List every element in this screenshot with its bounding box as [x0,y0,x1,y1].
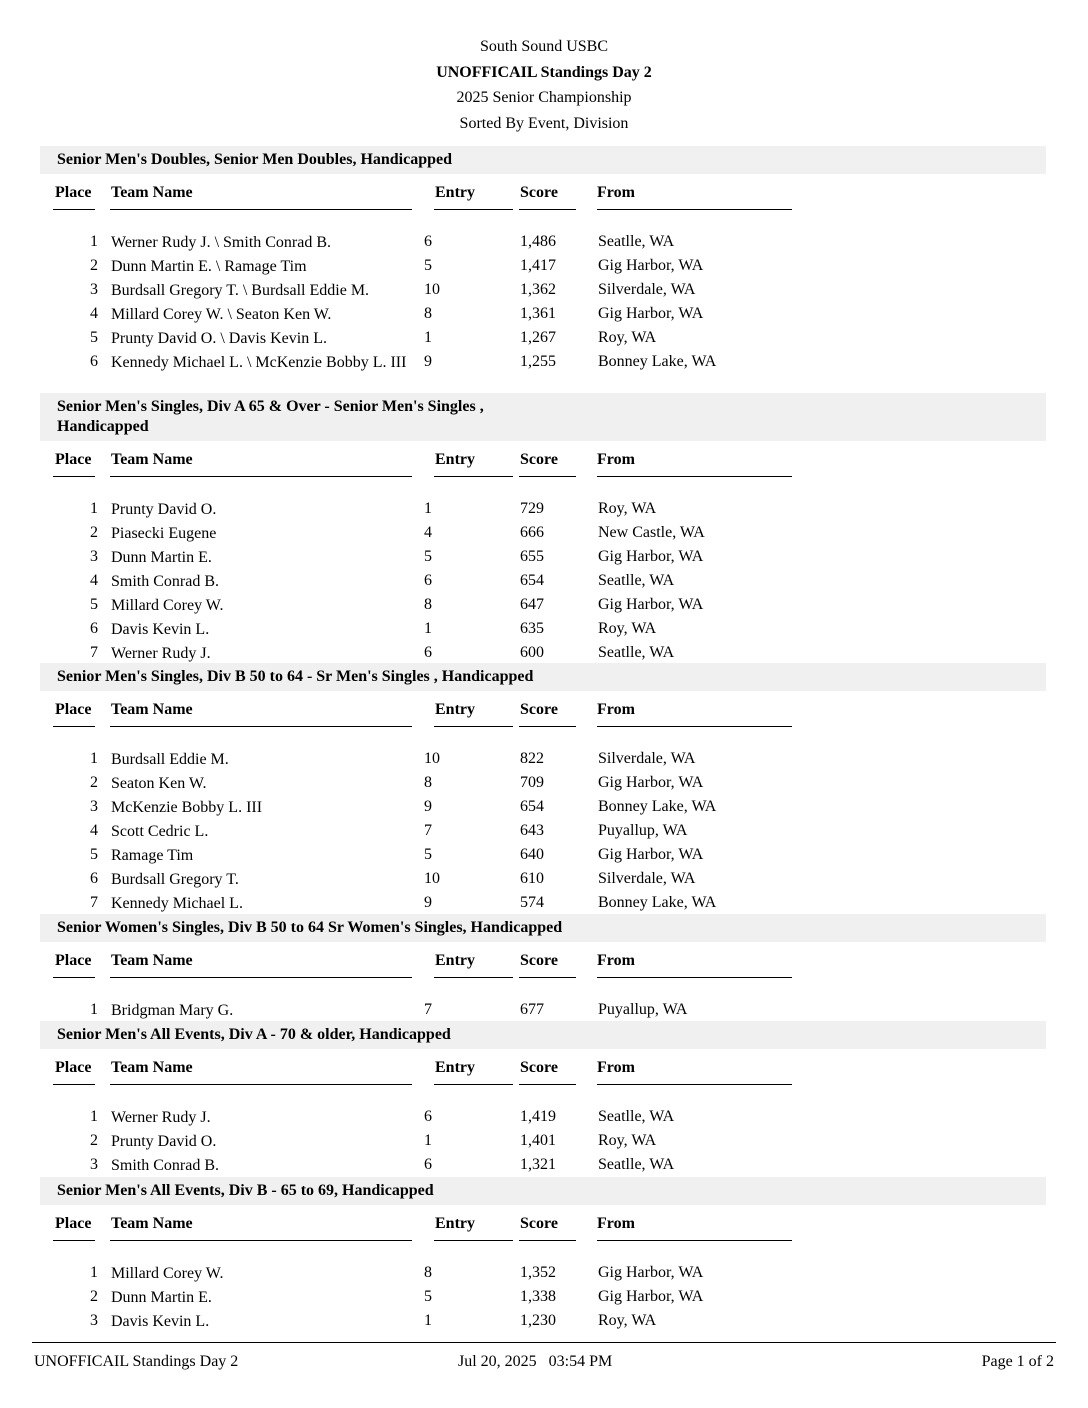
section-title: Senior Men's All Events, Div A - 70 & older, Handicapped [40,1021,1046,1049]
team-name-cell: Burdsall Gregory T. [111,871,239,888]
column-header-entry: Entry [435,184,475,201]
from-cell: Silverdale, WA [598,750,696,767]
standings-rows [40,998,1046,1022]
place-cell: 2 [90,257,98,274]
column-header-team-name: Team Name [111,184,193,201]
from-cell: Seatlle, WA [598,1156,675,1173]
entry-cell: 10 [424,750,440,767]
table-row [40,998,1046,1022]
entry-cell: 6 [424,572,432,589]
column-underline [519,1240,576,1241]
column-underline [597,1240,792,1241]
column-header-entry: Entry [435,701,475,718]
section-title: Senior Men's Singles, Div B 50 to 64 - Sr Men's Singles , Handicapped [40,663,1046,691]
score-cell: 1,338 [520,1288,556,1305]
table-row [40,326,1046,350]
column-header-row [40,942,1046,982]
column-underline [597,1084,792,1085]
column-header-row [40,174,1046,214]
column-header-team-name: Team Name [111,701,193,718]
table-row [40,278,1046,302]
column-underline [53,1084,95,1085]
column-underline [519,209,576,210]
from-cell: Gig Harbor, WA [598,596,704,613]
team-name-cell: Scott Cedric L. [111,823,209,840]
table-row [40,867,1046,891]
place-cell: 1 [90,1108,98,1125]
score-cell: 1,361 [520,305,556,322]
team-name-cell: Millard Corey W. [111,597,224,614]
org-name: South Sound USBC [479,38,609,55]
column-header-team-name: Team Name [111,1059,193,1076]
entry-cell: 9 [424,894,432,911]
column-header-entry: Entry [435,1215,475,1232]
from-cell: Roy, WA [598,1132,657,1149]
column-header-from: From [597,184,635,201]
entry-cell: 1 [424,620,432,637]
table-row [40,497,1046,521]
score-cell: 1,352 [520,1264,556,1281]
standings-rows [40,1105,1046,1177]
entry-cell: 6 [424,233,432,250]
place-cell: 3 [90,281,98,298]
team-name-cell: Smith Conrad B. [111,1157,220,1174]
column-header-row [40,1049,1046,1089]
team-name-cell: Seaton Ken W. [111,775,207,792]
place-cell: 1 [90,1001,98,1018]
section-title: Senior Men's Singles, Div A 65 & Over - Senior Men's Singles , Handicapped [57,398,484,435]
from-cell: Gig Harbor, WA [598,1288,704,1305]
team-name-cell: Smith Conrad B. [111,573,220,590]
score-cell: 1,255 [520,353,556,370]
place-cell: 1 [90,750,98,767]
entry-cell: 10 [424,870,440,887]
column-underline [53,977,95,978]
standings-rows [40,1261,1046,1333]
column-underline [110,1084,412,1085]
table-row [40,593,1046,617]
place-cell: 5 [90,846,98,863]
table-row [40,819,1046,843]
from-cell: Roy, WA [598,329,657,346]
entry-cell: 7 [424,822,432,839]
score-cell: 1,401 [520,1132,556,1149]
place-cell: 7 [90,644,98,661]
score-cell: 709 [520,774,544,791]
score-cell: 1,417 [520,257,556,274]
from-cell: Gig Harbor, WA [598,1264,704,1281]
column-underline [519,1084,576,1085]
column-underline [597,977,792,978]
table-row [40,1105,1046,1129]
standings-rows [40,230,1046,395]
team-name-cell: Millard Corey W. \ Seaton Ken W. [111,306,332,323]
column-underline [434,476,513,477]
standings-rows [40,497,1046,665]
from-cell: Puyallup, WA [598,1001,688,1018]
column-underline [110,726,412,727]
entry-cell: 8 [424,305,432,322]
column-header-score: Score [520,952,558,969]
score-cell: 677 [520,1001,544,1018]
column-underline [434,726,513,727]
score-cell: 635 [520,620,544,637]
table-row [40,569,1046,593]
score-cell: 654 [520,798,544,815]
place-cell: 2 [90,1132,98,1149]
entry-cell: 5 [424,1288,432,1305]
from-cell: Roy, WA [598,620,657,637]
column-underline [519,977,576,978]
entry-cell: 1 [424,500,432,517]
column-underline [53,1240,95,1241]
table-row [40,795,1046,819]
event-name: 2025 Senior Championship [456,89,632,106]
column-underline [434,977,513,978]
entry-cell: 8 [424,596,432,613]
column-underline [597,209,792,210]
column-underline [434,1240,513,1241]
column-underline [110,209,412,210]
column-header-entry: Entry [435,1059,475,1076]
place-cell: 1 [90,1264,98,1281]
score-cell: 1,419 [520,1108,556,1125]
from-cell: Seatlle, WA [598,233,675,250]
from-cell: Gig Harbor, WA [598,305,704,322]
from-cell: Seatlle, WA [598,1108,675,1125]
entry-cell: 5 [424,548,432,565]
table-row [40,843,1046,867]
entry-cell: 1 [424,1132,432,1149]
score-cell: 654 [520,572,544,589]
team-name-cell: Werner Rudy J. \ Smith Conrad B. [111,234,332,251]
score-cell: 1,486 [520,233,556,250]
standings-section [40,914,1046,1022]
table-row [40,1129,1046,1153]
column-header-from: From [597,1059,635,1076]
team-name-cell: Burdsall Gregory T. \ Burdsall Eddie M. [111,282,370,299]
team-name-cell: Kennedy Michael L. \ McKenzie Bobby L. III [111,354,407,371]
column-header-from: From [597,1215,635,1232]
from-cell: New Castle, WA [598,524,705,541]
place-cell: 4 [90,572,98,589]
entry-cell: 5 [424,846,432,863]
column-header-place: Place [55,184,92,201]
team-name-cell: Davis Kevin L. [111,1313,210,1330]
from-cell: Gig Harbor, WA [598,257,704,274]
column-header-place: Place [55,952,92,969]
column-underline [434,209,513,210]
table-row [40,350,1046,395]
footer-page: Page 1 of 2 [981,1353,1054,1370]
section-title: Senior Men's All Events, Div B - 65 to 69, Handicapped [40,1177,1046,1205]
entry-cell: 7 [424,1001,432,1018]
entry-cell: 8 [424,1264,432,1281]
team-name-cell: Bridgman Mary G. [111,1002,234,1019]
team-name-cell: Dunn Martin E. \ Ramage Tim [111,258,307,275]
entry-cell: 6 [424,1108,432,1125]
footer-date: Jul 20, 2025 03:54 PM [458,1353,613,1370]
column-header-from: From [597,701,635,718]
team-name-cell: Kennedy Michael L. [111,895,243,912]
from-cell: Seatlle, WA [598,572,675,589]
column-header-from: From [597,952,635,969]
column-header-score: Score [520,1059,558,1076]
column-underline [434,1084,513,1085]
from-cell: Gig Harbor, WA [598,548,704,565]
score-cell: 643 [520,822,544,839]
from-cell: Roy, WA [598,500,657,517]
column-underline [597,476,792,477]
standings-section [40,393,1046,665]
table-row [40,747,1046,771]
column-header-score: Score [520,1215,558,1232]
entry-cell: 1 [424,1312,432,1329]
entry-cell: 9 [424,798,432,815]
column-underline [519,726,576,727]
score-cell: 647 [520,596,544,613]
score-cell: 1,230 [520,1312,556,1329]
footer-title: UNOFFICAIL Standings Day 2 [34,1353,239,1370]
place-cell: 6 [90,353,98,370]
column-underline [53,726,95,727]
place-cell: 3 [90,1156,98,1173]
table-row [40,771,1046,795]
table-row [40,302,1046,326]
entry-cell: 8 [424,774,432,791]
score-cell: 655 [520,548,544,565]
column-underline [53,476,95,477]
entry-cell: 9 [424,353,432,370]
place-cell: 1 [90,233,98,250]
column-header-row [40,691,1046,731]
column-header-team-name: Team Name [111,451,193,468]
place-cell: 1 [90,500,98,517]
from-cell: Bonney Lake, WA [598,353,717,370]
table-row [40,641,1046,665]
place-cell: 5 [90,596,98,613]
column-underline [110,1240,412,1241]
table-row [40,521,1046,545]
column-header-score: Score [520,451,558,468]
place-cell: 6 [90,870,98,887]
report-title: UNOFFICAIL Standings Day 2 [436,64,652,81]
score-cell: 1,321 [520,1156,556,1173]
from-cell: Bonney Lake, WA [598,798,717,815]
column-header-row [40,441,1046,481]
from-cell: Seatlle, WA [598,644,675,661]
score-cell: 1,267 [520,329,556,346]
place-cell: 3 [90,548,98,565]
team-name-cell: Millard Corey W. [111,1265,224,1282]
standings-section [40,663,1046,915]
score-cell: 729 [520,500,544,517]
entry-cell: 5 [424,257,432,274]
table-row [40,1153,1046,1177]
column-header-team-name: Team Name [111,952,193,969]
column-underline [597,726,792,727]
from-cell: Silverdale, WA [598,870,696,887]
from-cell: Silverdale, WA [598,281,696,298]
standings-section [40,146,1046,395]
entry-cell: 1 [424,329,432,346]
score-cell: 822 [520,750,544,767]
place-cell: 6 [90,620,98,637]
column-header-score: Score [520,701,558,718]
score-cell: 666 [520,524,544,541]
standings-rows [40,747,1046,915]
column-header-place: Place [55,451,92,468]
section-title: Senior Women's Singles, Div B 50 to 64 Sr Women's Singles, Handicapped [40,914,1046,942]
team-name-cell: Werner Rudy J. [111,645,211,662]
column-header-place: Place [55,1215,92,1232]
table-row [40,1309,1046,1333]
column-header-place: Place [55,1059,92,1076]
standings-section [40,1021,1046,1177]
place-cell: 4 [90,305,98,322]
column-header-entry: Entry [435,451,475,468]
score-cell: 640 [520,846,544,863]
column-underline [53,209,95,210]
score-cell: 574 [520,894,544,911]
sort-note: Sorted By Event, Division [459,115,629,132]
place-cell: 3 [90,798,98,815]
team-name-cell: Prunty David O. [111,1133,217,1150]
standings-section [40,1177,1046,1333]
from-cell: Gig Harbor, WA [598,846,704,863]
column-underline [519,476,576,477]
table-row [40,545,1046,569]
table-row [40,230,1046,254]
from-cell: Gig Harbor, WA [598,774,704,791]
place-cell: 3 [90,1312,98,1329]
team-name-cell: Prunty David O. \ Davis Kevin L. [111,330,327,347]
column-header-place: Place [55,701,92,718]
entry-cell: 4 [424,524,432,541]
team-name-cell: Piasecki Eugene [111,525,217,542]
score-cell: 1,362 [520,281,556,298]
table-row [40,891,1046,915]
from-cell: Bonney Lake, WA [598,894,717,911]
team-name-cell: Werner Rudy J. [111,1109,211,1126]
column-underline [110,977,412,978]
place-cell: 2 [90,1288,98,1305]
table-row [40,254,1046,278]
column-header-team-name: Team Name [111,1215,193,1232]
team-name-cell: Ramage Tim [111,847,194,864]
entry-cell: 6 [424,644,432,661]
place-cell: 7 [90,894,98,911]
from-cell: Roy, WA [598,1312,657,1329]
column-header-from: From [597,451,635,468]
team-name-cell: McKenzie Bobby L. III [111,799,263,816]
place-cell: 2 [90,774,98,791]
section-title: Senior Men's Doubles, Senior Men Doubles, Handicapped [40,146,1046,174]
team-name-cell: Davis Kevin L. [111,621,210,638]
place-cell: 5 [90,329,98,346]
from-cell: Puyallup, WA [598,822,688,839]
score-cell: 610 [520,870,544,887]
table-row [40,617,1046,641]
table-row [40,1261,1046,1285]
team-name-cell: Prunty David O. [111,501,217,518]
column-header-row [40,1205,1046,1245]
place-cell: 2 [90,524,98,541]
entry-cell: 6 [424,1156,432,1173]
footer-divider [32,1342,1056,1343]
team-name-cell: Dunn Martin E. [111,1289,212,1306]
score-cell: 600 [520,644,544,661]
team-name-cell: Burdsall Eddie M. [111,751,229,768]
team-name-cell: Dunn Martin E. [111,549,212,566]
place-cell: 4 [90,822,98,839]
entry-cell: 10 [424,281,440,298]
table-row [40,1285,1046,1309]
column-header-score: Score [520,184,558,201]
column-underline [110,476,412,477]
column-header-entry: Entry [435,952,475,969]
